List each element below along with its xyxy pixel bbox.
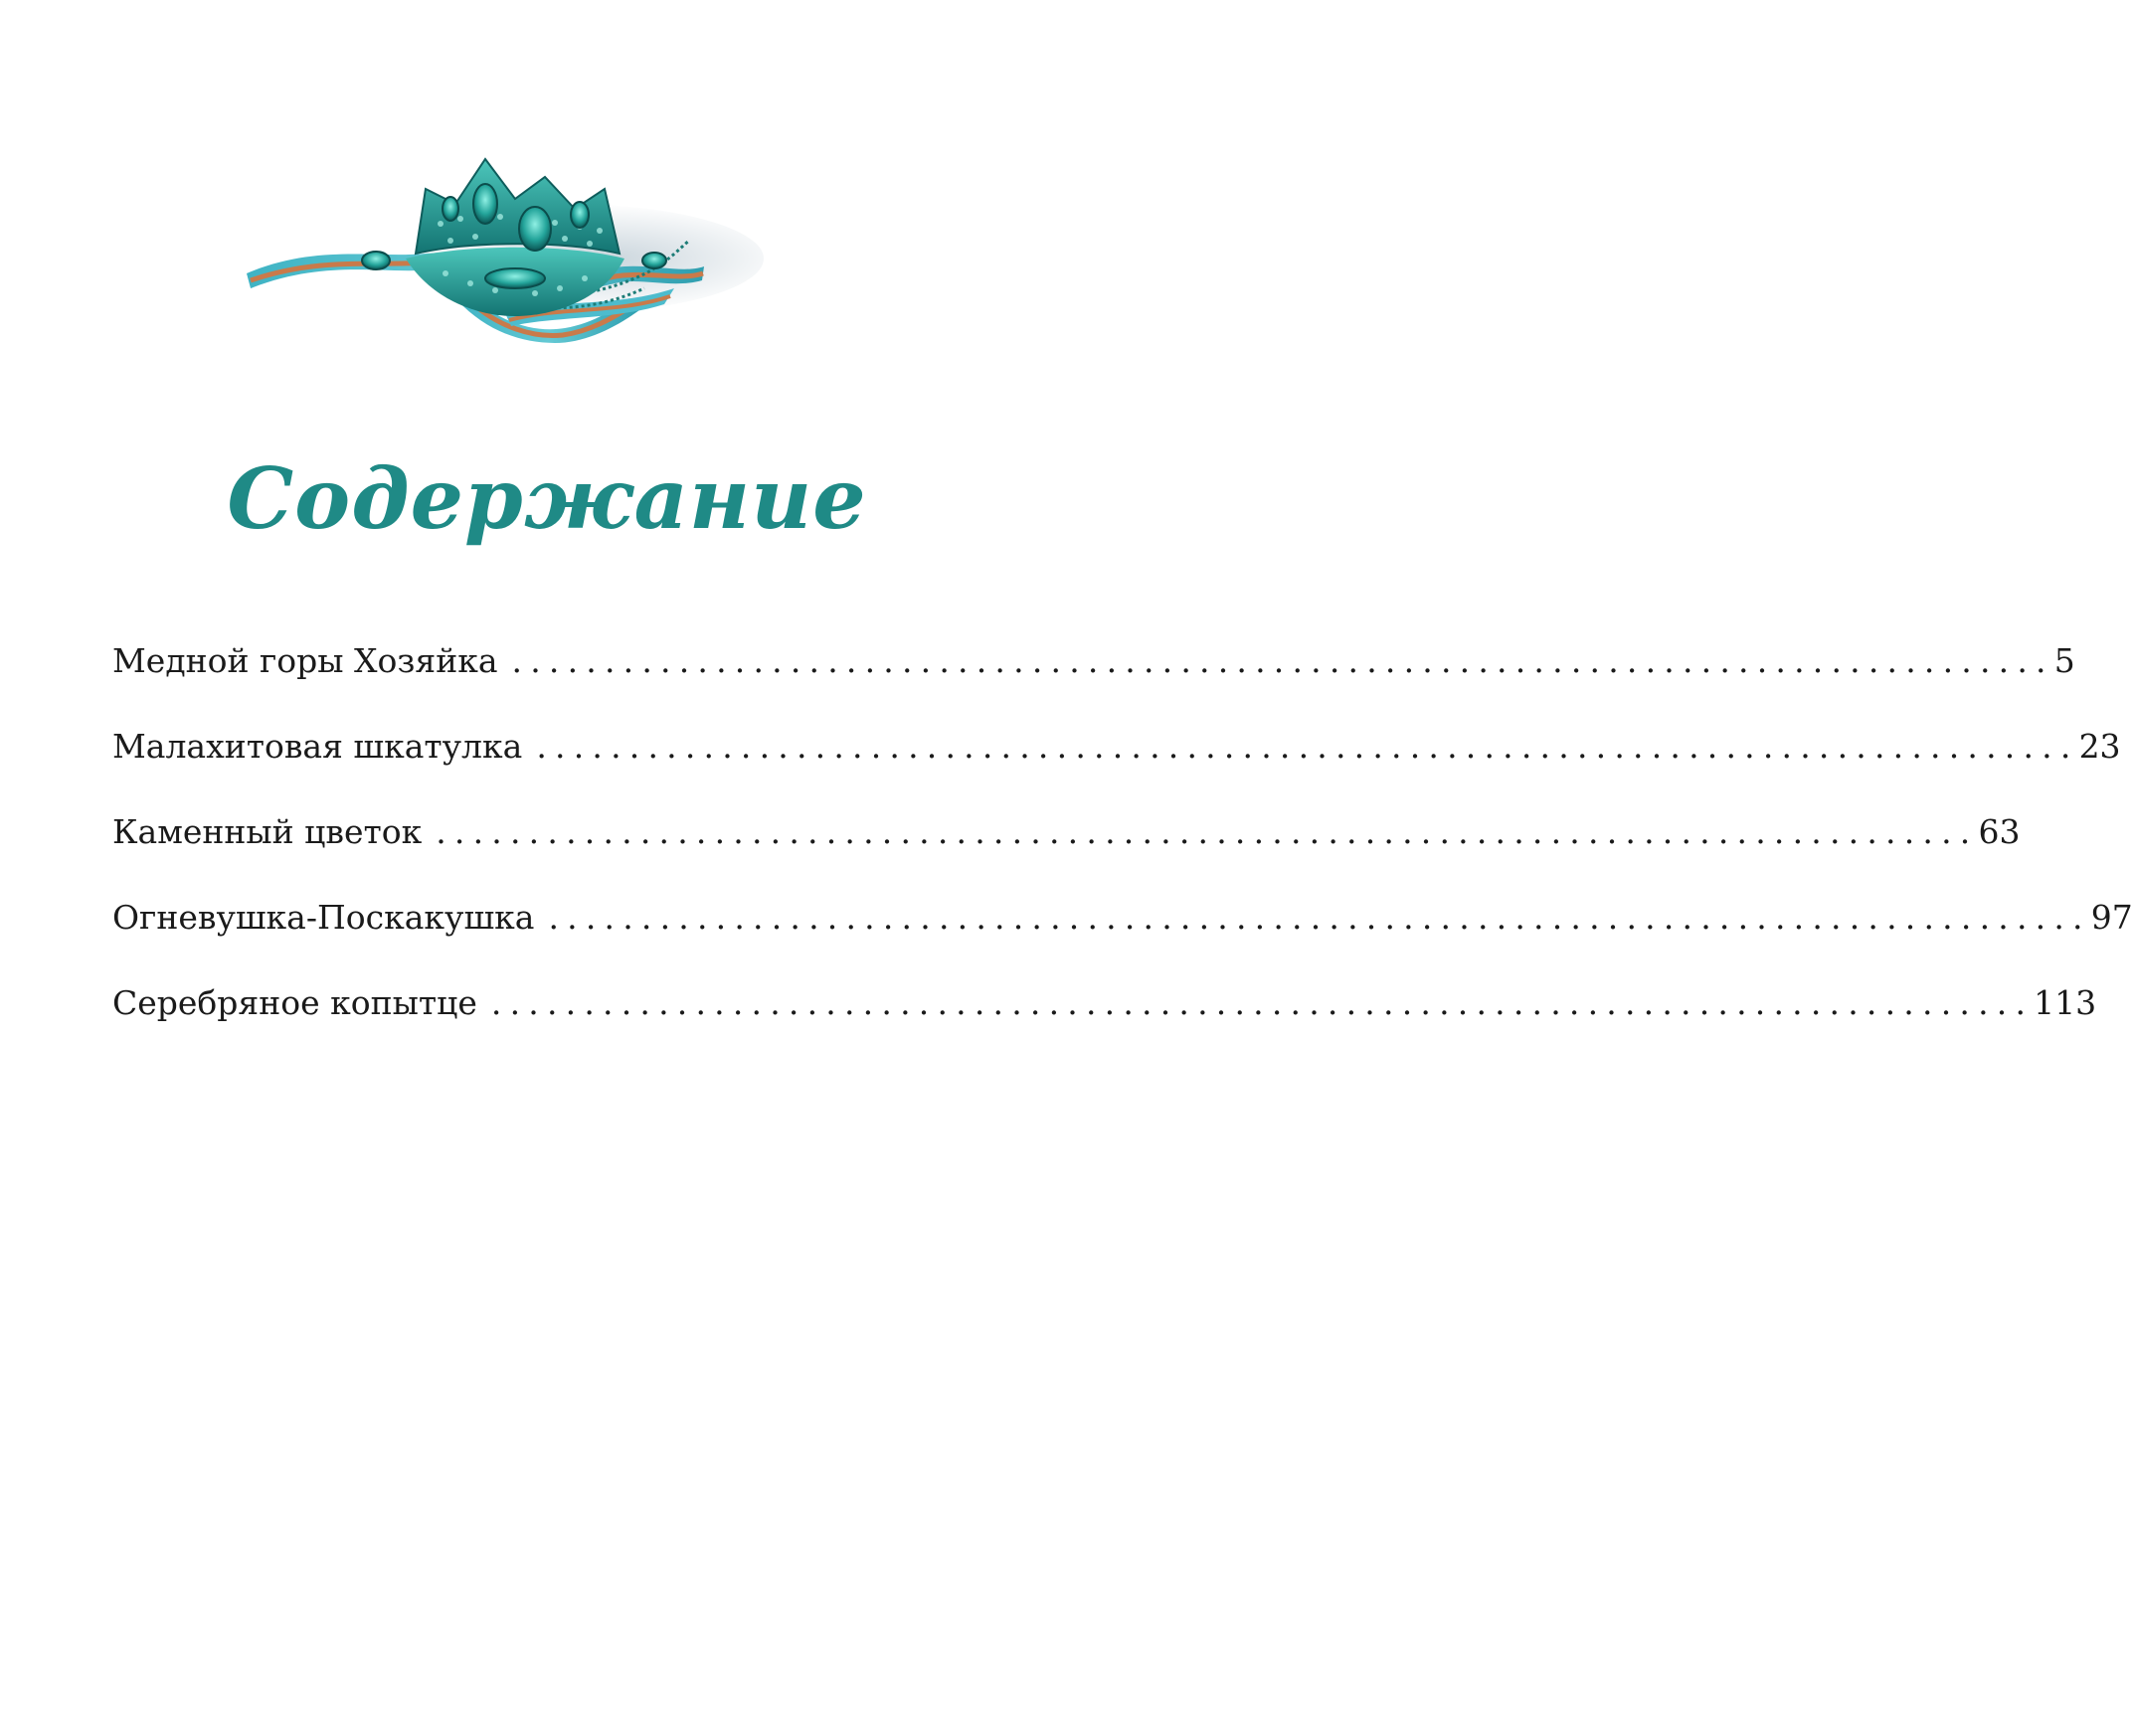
toc-entry[interactable] xyxy=(112,893,2133,978)
toc-entry-page: 23 xyxy=(2078,727,2121,766)
kokoshnik-crown-illustration xyxy=(237,149,782,358)
page-title: Содержание xyxy=(227,449,867,548)
dot-leader: ................................................................................... xyxy=(490,983,2035,1022)
toc-entry[interactable] xyxy=(112,807,2021,893)
toc-entry-title: Серебряное копытце xyxy=(112,983,477,1022)
toc-entry-title: Каменный цветок xyxy=(112,812,423,851)
dot-leader: ................................................................................... xyxy=(548,898,2091,937)
toc-entry[interactable] xyxy=(112,722,2121,807)
toc-entry-title: Малахитовая шкатулка xyxy=(112,727,523,766)
table-of-contents xyxy=(112,636,2133,1064)
dot-leader: ................................................................................... xyxy=(436,812,1979,851)
toc-entry-page: 113 xyxy=(2034,983,2097,1022)
dot-leader: ................................................................................... xyxy=(511,641,2054,680)
dot-leader: ................................................................................... xyxy=(536,727,2079,766)
toc-entry-page: 97 xyxy=(2090,898,2133,937)
toc-entry-page: 63 xyxy=(1978,812,2021,851)
toc-entry-title: Медной горы Хозяйка xyxy=(112,641,498,680)
toc-entry-page: 5 xyxy=(2053,641,2075,680)
toc-entry[interactable] xyxy=(112,636,2075,722)
toc-entry[interactable] xyxy=(112,978,2097,1064)
toc-entry-title: Огневушка-Поскакушка xyxy=(112,898,535,937)
